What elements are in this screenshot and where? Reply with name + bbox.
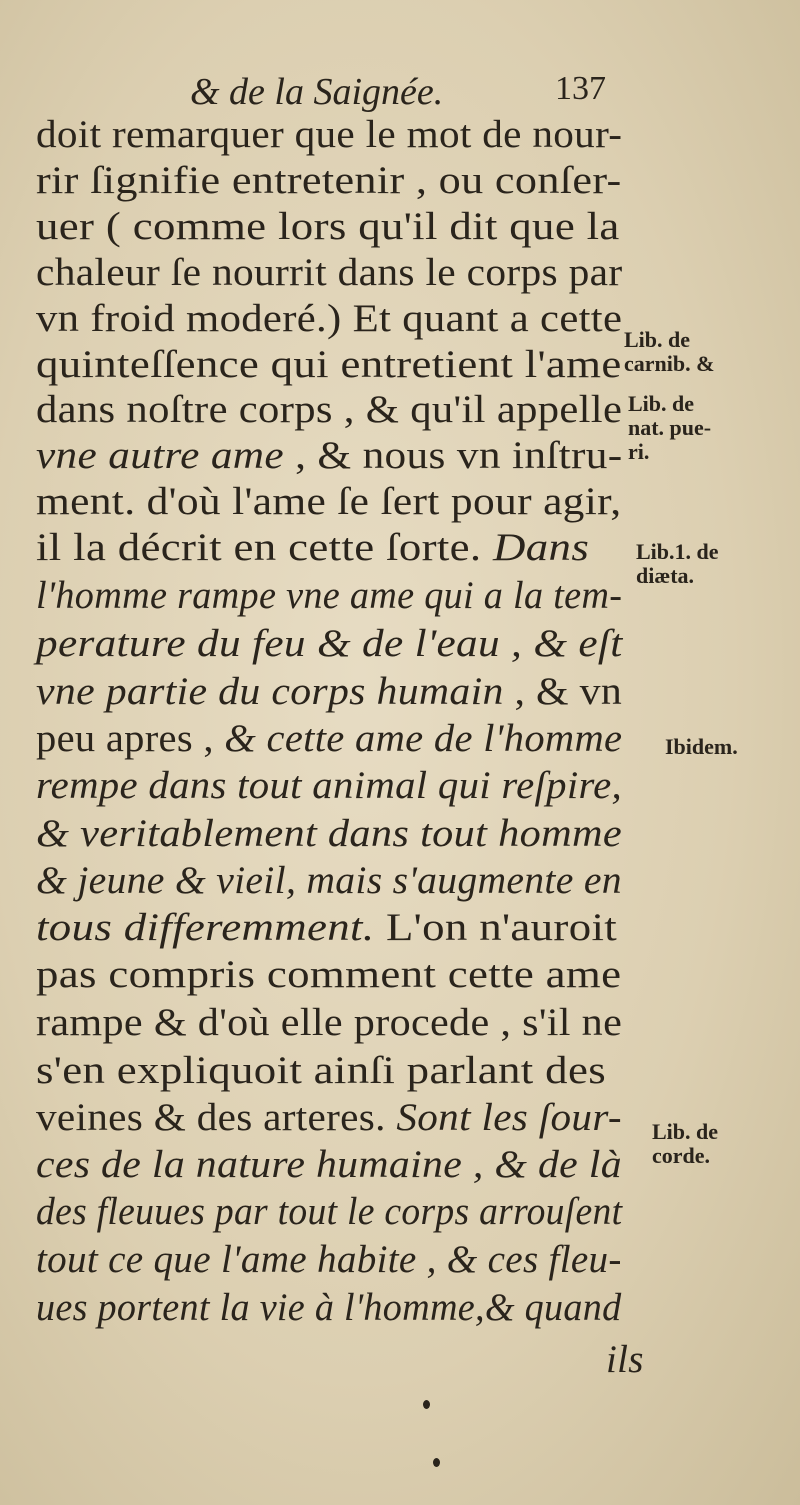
text-run: & cette ame de l'homme	[224, 717, 623, 760]
margin-note	[665, 735, 738, 759]
text-line	[36, 343, 622, 387]
text-line	[36, 526, 589, 570]
text-line	[36, 1096, 622, 1140]
margin-note	[636, 540, 719, 588]
text-run: rampe & d'où elle procede , s'il ne	[36, 1001, 623, 1044]
margin-note-line: corde.	[652, 1143, 711, 1168]
text-run: veines & des arteres.	[36, 1096, 397, 1139]
text-run: chaleur ſe nourrit dans le corps par	[36, 251, 623, 294]
ink-spot	[433, 1458, 440, 1467]
margin-note-line: Lib. de	[652, 1119, 719, 1144]
margin-note-line: Lib.1. de	[636, 539, 719, 564]
text-line	[36, 574, 622, 618]
text-run: rempe dans tout animal qui reſpire,	[36, 764, 623, 807]
text-line	[36, 297, 622, 341]
text-line	[36, 670, 622, 714]
text-line	[36, 953, 621, 997]
margin-note-line: diæta.	[636, 563, 695, 588]
text-line	[36, 1238, 622, 1282]
text-run: vne partie du corps humain	[36, 670, 504, 713]
text-line	[36, 113, 622, 157]
margin-note-line: Ibidem.	[665, 734, 738, 759]
catchword: ils	[606, 1338, 644, 1381]
text-run: vn froid moderé.) Et quant a cette	[36, 297, 623, 340]
text-run: ces de la nature humaine , & de là	[36, 1143, 622, 1186]
margin-note-line: nat. pue-	[628, 415, 712, 440]
text-run: & veritablement dans tout homme	[36, 812, 622, 855]
text-run: doit remarquer que le mot de nour-	[36, 113, 623, 156]
margin-note-line: carnib. &	[624, 351, 715, 376]
text-run: , & nous vn inſtru-	[283, 434, 623, 477]
text-line	[36, 159, 622, 203]
text-line	[36, 1049, 606, 1093]
margin-note	[652, 1120, 718, 1168]
text-line	[36, 205, 620, 249]
ink-spot	[423, 1400, 430, 1409]
text-run: tous differemment.	[36, 906, 375, 949]
text-run: il la décrit en cette ſorte.	[36, 526, 494, 569]
text-run: uer ( comme lors qu'il dit que la	[36, 205, 620, 248]
margin-note	[628, 392, 711, 464]
margin-note-line: ri.	[628, 439, 650, 464]
text-run: dans noſtre corps , & qu'il appelle	[36, 388, 623, 431]
text-run: L'on n'auroit	[374, 906, 618, 949]
margin-note-line: Lib. de	[624, 327, 691, 352]
text-line	[36, 251, 622, 295]
text-run: pas compris comment cette ame	[36, 953, 622, 996]
text-run: Sont les ſour-	[396, 1096, 622, 1139]
text-run: perature du feu & de l'eau , & eſt	[36, 622, 623, 665]
text-run: l'homme rampe vne ame qui a la tem-	[36, 574, 623, 617]
text-line	[36, 906, 617, 950]
text-line	[36, 1143, 622, 1187]
text-line	[36, 480, 621, 524]
text-run: & jeune & vieil, mais s'augmente en	[36, 859, 622, 902]
margin-note	[624, 328, 714, 376]
page-number: 137	[555, 70, 606, 107]
text-run: tout ce que l'ame habite , & ces fleu-	[36, 1238, 622, 1281]
text-line	[36, 859, 622, 903]
text-line	[36, 764, 622, 808]
text-line	[36, 1190, 622, 1234]
text-run: ment. d'où l'ame ſe ſert pour agir,	[36, 480, 622, 523]
text-line	[36, 434, 622, 478]
text-run: s'en expliquoit ainſi parlant des	[36, 1049, 607, 1092]
running-head: & de la Saignée.	[190, 71, 444, 113]
text-run: rir ſignifie entretenir , ou conſer-	[36, 159, 622, 202]
text-run: peu apres ,	[36, 717, 225, 760]
text-run: quinteſſence qui entretient l'ame	[36, 343, 622, 386]
text-line	[36, 1286, 621, 1330]
text-run: Dans	[493, 526, 590, 569]
text-line	[36, 622, 623, 666]
margin-note-line: Lib. de	[628, 391, 695, 416]
text-line	[36, 812, 622, 856]
text-line	[36, 717, 622, 761]
text-run: ues portent la vie à l'homme,& quand	[36, 1286, 622, 1329]
text-run: , & vn	[503, 670, 623, 713]
text-line	[36, 1001, 622, 1045]
text-run: des fleuues par tout le corps arrouſent	[36, 1190, 623, 1233]
text-run: vne autre ame	[36, 434, 284, 477]
text-line	[36, 388, 622, 432]
